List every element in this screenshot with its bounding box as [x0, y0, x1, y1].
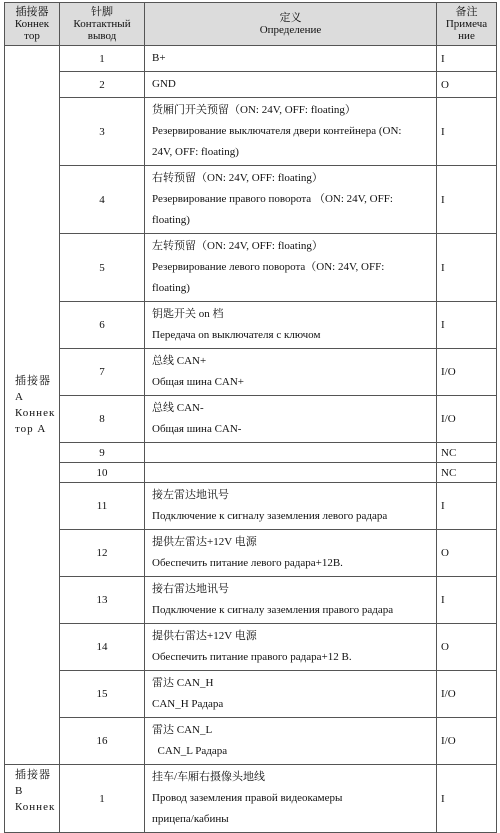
table-row — [5, 349, 497, 396]
header-definition-line: 定义 — [279, 12, 302, 24]
definition-line: floating) — [152, 214, 190, 226]
definition-line: прицепа/кабины — [152, 813, 229, 825]
header-connector — [5, 3, 60, 46]
pin-definition — [145, 463, 437, 483]
table-row — [5, 72, 497, 98]
definition-line: Общая шина CAN+ — [152, 376, 245, 388]
pin-number: 12 — [60, 530, 145, 577]
table-row — [5, 234, 497, 302]
connector-b-label-line: B — [15, 785, 24, 797]
pin-note: I — [437, 234, 497, 302]
definition-line: Передача on выключателя с ключом — [152, 329, 321, 341]
connector-a-label-line: A — [15, 391, 24, 403]
definition-line: 24V, OFF: floating) — [152, 146, 239, 158]
pin-definition — [145, 624, 437, 671]
definition-line: Резервирование правого поворота （ON: 24V, OFF: — [152, 193, 393, 205]
header-definition — [145, 3, 437, 46]
table-row — [5, 765, 497, 833]
pin-definition — [145, 577, 437, 624]
table-row — [5, 577, 497, 624]
definition-line: 接左雷达地讯号 — [152, 489, 229, 501]
header-connector-line: 插接器 — [15, 6, 49, 18]
pin-note: O — [437, 624, 497, 671]
definition-line: 提供左雷达+12V 电源 — [152, 536, 257, 548]
pin-number: 15 — [60, 671, 145, 718]
pin-definition — [145, 765, 437, 833]
table-row — [5, 443, 497, 463]
definition-line: CAN_L Радара — [152, 745, 228, 757]
pin-note: I — [437, 98, 497, 166]
connector-b-label-line: 插接器 — [15, 769, 51, 781]
connector-a-label-line: 插接器 — [15, 375, 51, 387]
pin-note: NC — [437, 443, 497, 463]
definition-line: 总线 CAN- — [152, 402, 204, 414]
table-header-row — [5, 3, 497, 46]
pin-number: 1 — [60, 46, 145, 72]
definition-line: Провод заземления правой видеокамеры — [152, 792, 343, 804]
pin-note: I — [437, 483, 497, 530]
pin-definition — [145, 72, 437, 98]
definition-line: 右转预留（ON: 24V, OFF: floating） — [152, 172, 323, 184]
definition-line: 提供右雷达+12V 电源 — [152, 630, 257, 642]
pin-note: I — [437, 765, 497, 833]
connector-a-label — [5, 46, 60, 765]
header-definition-line: Определение — [259, 24, 322, 36]
definition-line: GND — [152, 78, 176, 90]
definition-line: Подключение к сигналу заземления правого радара — [152, 604, 394, 616]
pin-definition-table — [4, 2, 497, 833]
pin-definition — [145, 671, 437, 718]
definition-line: floating) — [152, 282, 190, 294]
pin-definition — [145, 396, 437, 443]
definition-line: Подключение к сигналу заземления левого радара — [152, 510, 388, 522]
pin-number: 11 — [60, 483, 145, 530]
pin-note: I/O — [437, 396, 497, 443]
table-row — [5, 98, 497, 166]
definition-line: Резервирование выключателя двери контейнера (ON: — [152, 125, 402, 137]
pin-definition — [145, 530, 437, 577]
pin-number: 2 — [60, 72, 145, 98]
header-pin — [60, 3, 145, 46]
definition-line: 雷达 CAN_H — [152, 677, 214, 689]
definition-line: CAN_H Радара — [152, 698, 224, 710]
table-row — [5, 483, 497, 530]
connector-a-label-line: Коннек — [15, 407, 56, 419]
pin-note: I/O — [437, 349, 497, 396]
pin-definition — [145, 718, 437, 765]
pin-note: I — [437, 166, 497, 234]
table-row — [5, 530, 497, 577]
pin-number: 4 — [60, 166, 145, 234]
pin-definition — [145, 302, 437, 349]
pin-definition — [145, 443, 437, 463]
pin-note: I/O — [437, 718, 497, 765]
definition-line: Обеспечить питание левого радара+12В. — [152, 557, 343, 569]
header-note — [437, 3, 497, 46]
table-row — [5, 463, 497, 483]
pin-number: 10 — [60, 463, 145, 483]
table-row — [5, 302, 497, 349]
pin-number: 14 — [60, 624, 145, 671]
header-pin-line: 针脚 — [91, 6, 113, 18]
definition-line: Обеспечить питание правого радара+12 В. — [152, 651, 352, 663]
header-connector-line: тор — [24, 30, 40, 42]
pin-definition — [145, 166, 437, 234]
connector-b-label-line: Коннек — [15, 801, 56, 813]
definition-line: 总线 CAN+ — [152, 355, 207, 367]
definition-line: 左转预留（ON: 24V, OFF: floating） — [152, 240, 323, 252]
pin-number: 8 — [60, 396, 145, 443]
header-connector-line: Коннек — [14, 18, 50, 30]
pin-number: 7 — [60, 349, 145, 396]
pin-note: NC — [437, 463, 497, 483]
pin-note: I/O — [437, 671, 497, 718]
pin-definition — [145, 234, 437, 302]
pin-number: 5 — [60, 234, 145, 302]
definition-line: 接右雷达地讯号 — [152, 583, 229, 595]
definition-line: Резервирование левого поворота（ON: 24V, OFF: — [152, 261, 385, 273]
pin-note: I — [437, 577, 497, 624]
header-note-line: ние — [458, 30, 475, 42]
table-row — [5, 166, 497, 234]
header-pin-line: Контактный — [73, 18, 131, 30]
pin-definition — [145, 46, 437, 72]
pin-definition — [145, 349, 437, 396]
pin-number: 13 — [60, 577, 145, 624]
pin-number: 1 — [60, 765, 145, 833]
pin-note: O — [437, 72, 497, 98]
definition-line: 雷达 CAN_L — [152, 724, 213, 736]
pin-note: I — [437, 46, 497, 72]
definition-line: B+ — [152, 52, 166, 64]
connector-a-label-line: тор A — [15, 423, 47, 435]
pin-definition — [145, 483, 437, 530]
pin-number: 16 — [60, 718, 145, 765]
definition-line: 钥匙开关 on 档 — [152, 308, 224, 320]
pin-definition — [145, 98, 437, 166]
table-row — [5, 718, 497, 765]
table-row — [5, 671, 497, 718]
header-pin-line: вывод — [87, 30, 117, 42]
table-row — [5, 46, 497, 72]
pin-number: 3 — [60, 98, 145, 166]
connector-b-label — [5, 765, 60, 833]
pin-note: I — [437, 302, 497, 349]
definition-line: Общая шина CAN- — [152, 423, 242, 435]
header-note-line: Примеча — [445, 18, 488, 30]
header-note-line: 备注 — [455, 6, 478, 18]
table-row — [5, 396, 497, 443]
table-row — [5, 624, 497, 671]
pin-number: 9 — [60, 443, 145, 463]
pin-note: O — [437, 530, 497, 577]
pin-number: 6 — [60, 302, 145, 349]
definition-line: 货厢门开关预留（ON: 24V, OFF: floating） — [152, 104, 356, 116]
definition-line: 挂车/车厢右摄像头地线 — [152, 771, 266, 783]
